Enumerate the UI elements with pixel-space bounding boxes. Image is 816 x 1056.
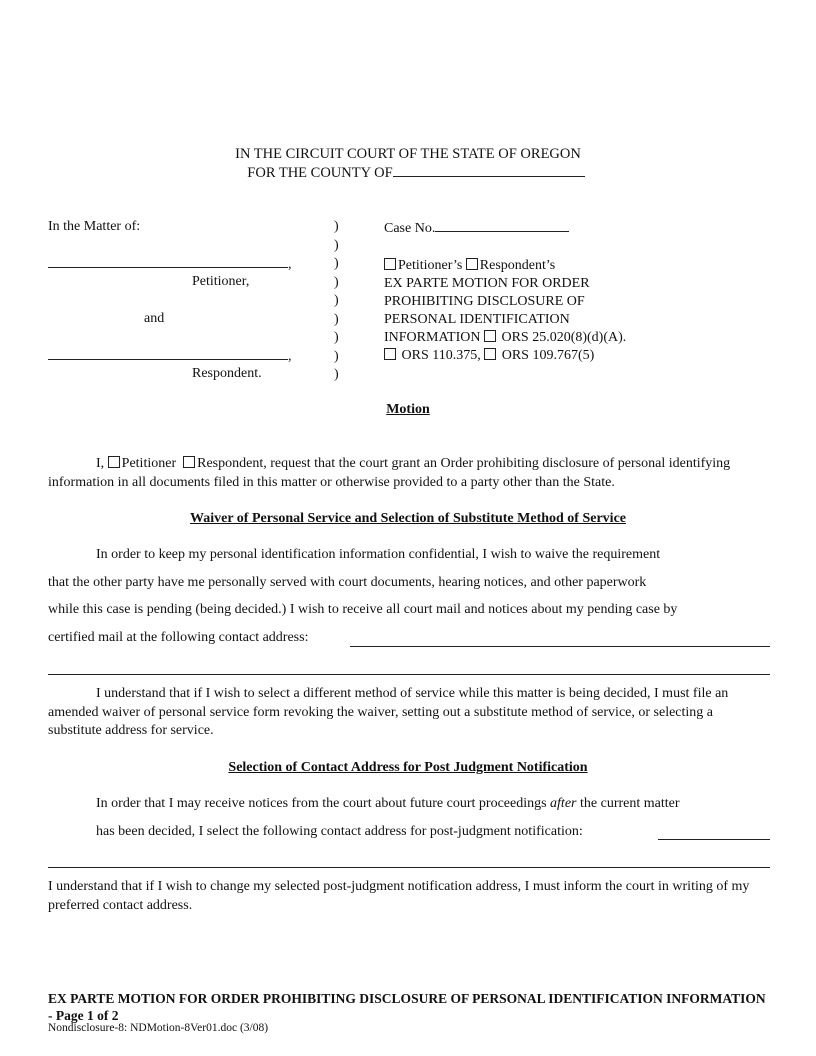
case-no-blank[interactable] [435, 218, 569, 232]
party-select-row [384, 257, 784, 275]
motion-i: I, [96, 456, 105, 471]
paren: ) [334, 256, 339, 271]
ors-25-checkbox[interactable] [484, 330, 496, 342]
case-no-label: Case No. [384, 221, 436, 236]
post-judgment-address-line-1[interactable] [658, 839, 770, 840]
doc-title-2: PROHIBITING DISCLOSURE OF [384, 293, 585, 309]
motion-text: request that the court grant an Order prohibiting disclosure of personal identifying information in all documents filed in this matter or otherwise provided to a party other than the State. [48, 456, 731, 490]
ors-110-checkbox[interactable] [384, 348, 396, 360]
motion-respondent-label: Respondent, [197, 456, 267, 471]
footer-title: EX PARTE MOTION FOR ORDER PROHIBITING DISCLOSURE OF PERSONAL IDENTIFICATION INFORMATION - Page 1 of 2 [48, 991, 766, 1023]
doc-title-3: PERSONAL IDENTIFICATION [384, 311, 570, 327]
doc-title-4a: INFORMATION [384, 329, 481, 345]
post-judgment-heading: Selection of Contact Address for Post Judgment Notification [228, 760, 588, 775]
pj-line-1b: the current matter [580, 796, 680, 811]
court-line-2 [0, 163, 816, 182]
caption-right [384, 218, 784, 365]
footer-form-id: Nondisclosure-8: NDMotion-8Ver01.doc (3/08) [48, 1022, 269, 1034]
motion-petitioner-label: Petitioner [121, 456, 177, 471]
respondents-label: Respondent’s [479, 257, 556, 273]
waiver-line-3: while this case is pending (being decided.) I wish to receive all court mail and notices about my pending case by [48, 602, 678, 617]
paren: ) [334, 293, 339, 308]
paren: ) [334, 274, 339, 290]
post-judgment-paragraph-2: I understand that if I wish to change my selected post-judgment notification address, I must inform the court in writing of my preferred contact address. [48, 879, 750, 913]
service-address-line-2[interactable] [48, 674, 770, 675]
pj-line-1a: In order that I may receive notices from the court about future court proceedings [96, 796, 547, 811]
post-judgment-paragraph [48, 790, 770, 845]
county-blank[interactable] [393, 163, 585, 177]
post-judgment-line-1 [48, 790, 770, 818]
county-label: FOR THE COUNTY OF [247, 165, 393, 181]
motion-respondent-checkbox[interactable] [183, 456, 195, 468]
post-judgment-address-line-2[interactable] [48, 867, 770, 868]
petitioner-name-row: , [48, 254, 292, 274]
court-header [0, 145, 816, 182]
doc-title-5b: ORS 109.767(5) [501, 347, 595, 363]
paren: ) [334, 237, 339, 253]
case-no-row [384, 218, 784, 238]
paren: ) [334, 330, 339, 345]
petitioner-checkbox[interactable] [384, 258, 396, 270]
motion-paragraph [48, 455, 770, 492]
waiver-line-1: In order to keep my personal identification information confidential, I wish to waive the requirement [96, 547, 661, 562]
paren: ) [334, 348, 339, 364]
paren: ) [334, 367, 339, 382]
doc-title-1: EX PARTE MOTION FOR ORDER [384, 275, 590, 291]
pj-line-1-em: after [550, 796, 577, 811]
waiver-line-4: certified mail at the following contact address: [48, 629, 309, 645]
waiver-heading: Waiver of Personal Service and Selection of Substitute Method of Service [189, 511, 627, 526]
doc-title-5 [384, 347, 784, 365]
paren: ) [334, 311, 339, 327]
petitioner-label: Petitioner, [192, 274, 250, 289]
waiver-line-2: that the other party have me personally served with court documents, hearing notices, and other paperwork [48, 574, 647, 590]
motion-heading: Motion [386, 402, 430, 417]
court-line-1: IN THE CIRCUIT COURT OF THE STATE OF OREGON [235, 146, 581, 162]
respondent-name-row: , [48, 346, 292, 366]
paren: ) [334, 219, 339, 234]
waiver-paragraph-2: I understand that if I wish to select a different method of service while this matter is being decided, I must file an amended waiver of personal service form revoking the waiver, setting out a substitute method of service, or selecting a substitute address for service. [48, 686, 729, 738]
waiver-paragraph [48, 541, 770, 651]
post-judgment-line-2: has been decided, I select the following contact address for post-judgment notification: [96, 823, 583, 839]
ors-109-checkbox[interactable] [484, 348, 496, 360]
service-address-line-1[interactable] [350, 646, 770, 647]
petitioners-label: Petitioner’s [398, 257, 463, 273]
in-matter-label: In the Matter of: [48, 219, 141, 234]
motion-petitioner-checkbox[interactable] [108, 456, 120, 468]
doc-title-5a: ORS 110.375, [401, 347, 481, 363]
doc-title-4 [384, 329, 784, 347]
and-label: and [144, 311, 165, 326]
respondent-checkbox[interactable] [466, 258, 478, 270]
doc-title-4b: ORS 25.020(8)(d)(A). [501, 329, 627, 345]
respondent-label: Respondent. [192, 366, 262, 381]
